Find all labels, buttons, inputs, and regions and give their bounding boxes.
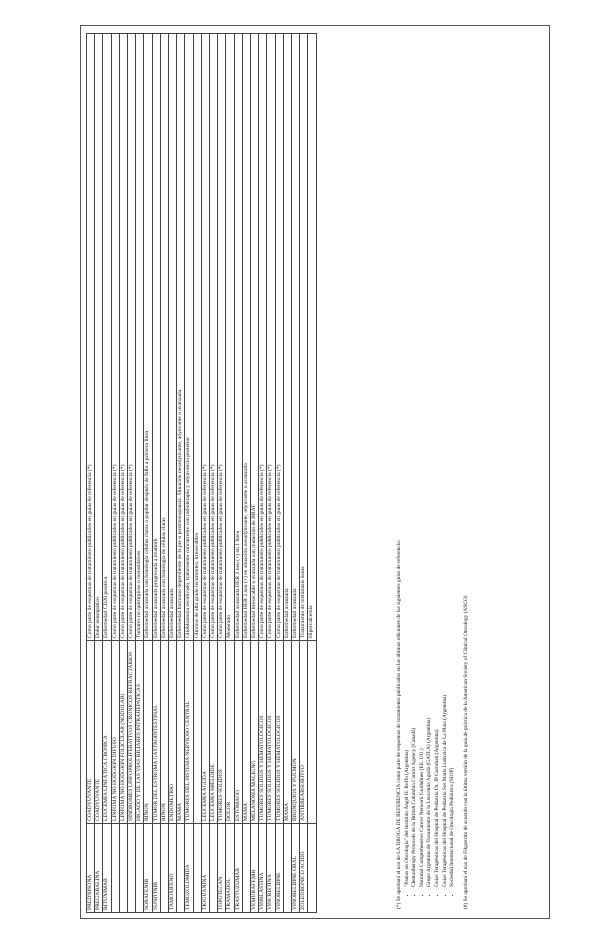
drug-cell: TOPOTECAN [218, 824, 226, 913]
table-row [193, 34, 201, 913]
drug-cell: VEMURAFENIB [251, 824, 259, 913]
indication-cell: ESTÓMAGO [234, 641, 242, 824]
description-cell: Enfermedad hormono dependiente de la pre o postmenopausia. Situación neoadyuvante, adyuvante o avanzada. [177, 34, 185, 641]
drug-cell: VINCRISTINA [267, 824, 275, 913]
description-cell: Enfermedad avanzada [169, 34, 177, 641]
table-row [275, 34, 283, 913]
footnote-filgastrim: (#) Se aprobará el uso de Filgastrim de acuerdo con la última versión de la guía de práctica de la American Society of Clinical Oncology (ASCO) [462, 595, 469, 909]
drug-cell: PREDNISONA [87, 824, 95, 913]
drug-cell: ZOLEDRONICO ACIDO [300, 824, 308, 913]
reference-guides-list [404, 49, 457, 909]
description-cell: Como parte de esquemas de tratamiento publicados en guías de referencia (*) [201, 34, 209, 641]
table-row [144, 34, 152, 913]
indication-cell: RIÑON [144, 641, 152, 824]
description-cell: Enfermedad avanzada con histología de células claras [160, 34, 168, 641]
table-row [95, 34, 103, 913]
indication-cell: TUMOR DEL ESTROMA GASTROINTESTINAL [152, 641, 160, 824]
table-row [111, 34, 119, 913]
indication-cell: LINFOMA NO HODGKIN DIFUSO [111, 641, 119, 824]
indication-cell [308, 641, 316, 824]
table-row [128, 34, 136, 913]
indication-cell: ENDOMETRIO [169, 641, 177, 824]
description-cell: Enfermedad avanzada progresada a imatinib [152, 34, 160, 641]
indication-cell [193, 641, 201, 824]
reference-guide-item: • Grupo Argentino de Tratamiento de la Leucemia Aguda (GATLA) (Argentina) [426, 49, 434, 887]
table-row [177, 34, 185, 913]
reference-guide-item: • Guías Terapéuticas del Hospital de Pediatría Dr. JP Garrahan (Argentina) [434, 49, 442, 887]
table-row [201, 34, 209, 913]
indication-cell: COADYUVANTE [87, 641, 95, 824]
description-cell: Gliomas de alto grado recurrentes, irresecables [193, 34, 201, 641]
indication-cell: LINFOMA NO HODGKIN FOLICULAR (NODULAR) [119, 641, 127, 824]
table-row [242, 34, 250, 913]
drug-cell [119, 824, 127, 913]
indication-cell: TUMORES DEL SISTEMA NERVIOSO CENTRAL [185, 641, 193, 824]
table-row [152, 34, 160, 913]
drug-cell [177, 824, 185, 913]
table-row [251, 34, 259, 913]
reference-guide-item: • Chemotherapy Protocols de la British Columbia Cancer Agency (Canadá) [411, 49, 419, 887]
description-cell: Enfermedad avanzada HER 2 neu (+) en 1 línea [234, 34, 242, 641]
drug-cell: TRAMADOL [226, 824, 234, 913]
indication-cell: MAMA [177, 641, 185, 824]
table-row [136, 34, 144, 913]
indication-cell: MAMA [283, 641, 291, 824]
drug-cell [283, 824, 291, 913]
table-row [308, 34, 316, 913]
reference-guide-item: • "Pautas en Oncología" del Instituto Ángel H. Roffo (Argentina) [404, 49, 412, 887]
description-cell: Como parte de esquemas de tratamiento publicados en guías de referencia (*) [275, 34, 283, 641]
description-cell: Como parte de esquemas de tratamiento publicados en guías de referencia (*) [128, 34, 136, 641]
table-row [210, 34, 218, 913]
drug-cell: TEMOZOLOMIDA [185, 824, 193, 913]
indication-cell: MAMA [242, 641, 250, 824]
drug-cell [128, 824, 136, 913]
table-row [300, 34, 308, 913]
description-cell: Enfermedad irresecable o avanzada con mutación de BRAF [251, 34, 259, 641]
description-cell: Enfermedad HER 2 neu (+) en situación neoadyuvante, adyuvante o avanzada [242, 34, 250, 641]
table-row [234, 34, 242, 913]
description-cell: Enfermedad avanzada con histología células claras o papilar después de fallo a primera línea [144, 34, 152, 641]
description-cell: Glioblastoma recidivado, tratamiento concurrente con radioterapia y adyuvancia posterior [185, 34, 193, 641]
drug-cell: RITUXIMAB [103, 824, 111, 913]
reference-guide-item: • Guías Terapéuticas del Hospital de Pediatría Sor María Ludovica de La Plata (Argentina) [442, 49, 450, 887]
drug-cell: TAMOXIFENO [169, 824, 177, 913]
table-row [160, 34, 168, 913]
description-cell: Como parte de esquemas de tratamiento publicados en guías de referencia (*) [119, 34, 127, 641]
drug-cell: TIOGUANINA [201, 824, 209, 913]
indication-cell: DOLOR [226, 641, 234, 824]
description-cell: Como parte de esquemas de tratamiento publicados en guías de referencia (*) [267, 34, 275, 641]
drug-cell [160, 824, 168, 913]
indication-cell: TUMORES SÓLIDOS Y HEMATOLÓGICOS [267, 641, 275, 824]
description-cell: Enfermedad avanzada [292, 34, 300, 641]
table-row [185, 34, 193, 913]
table-row [119, 34, 127, 913]
indication-cell: TUMORES SÓLIDOS Y HEMATOLÓGICOS [259, 641, 267, 824]
drug-cell: VINORELBINE ORAL [292, 824, 300, 913]
drug-cell [193, 824, 201, 913]
footnote-references: (*) Se aprobará el uso de LA DROGA DE REFERENCIA como parte de esquemas de tratamiento publicados en las últimas ediciones de las siguientes guías de referencia: [396, 539, 402, 909]
description-cell: Tratamiento de metástasis óseas [300, 34, 308, 641]
description-cell: Hipercalcemia [308, 34, 316, 641]
drug-cell: SUNITINIB [152, 824, 160, 913]
description-cell: Tumores no quirúrgicos o metastásicos [136, 34, 144, 641]
drug-cell [210, 824, 218, 913]
drug-cell: PREGABALINA [95, 824, 103, 913]
indication-cell: LEUCEMIA MIELOIDE [210, 641, 218, 824]
description-cell: Enfermedad avanzada [283, 34, 291, 641]
drug-table [86, 33, 317, 913]
indication-cell: LEUCEMIA LINFÁTICA CRÓNICA [103, 641, 111, 824]
drug-cell: VINBLASTINA [259, 824, 267, 913]
description-cell: Como parte de esquemas de tratamiento publicados en guías de referencia (*) [87, 34, 95, 641]
table-row [226, 34, 234, 913]
indication-cell: SINDROMES LINFOPROLIFERATIVOS CRÓNICOS REFRACTARIOS [128, 641, 136, 824]
drug-cell [111, 824, 119, 913]
indication-cell: LEUCEMIA AGUDA [201, 641, 209, 824]
description-cell: Moderado [226, 34, 234, 641]
table-row [259, 34, 267, 913]
table-row [267, 34, 275, 913]
drug-cell [242, 824, 250, 913]
drug-cell [136, 824, 144, 913]
reference-guide-item: • Sociedad Internacional de Oncología Pediátrica (SIOP) [449, 49, 457, 887]
drug-table-body [87, 34, 317, 913]
description-cell: Como parte de esquemas de tratamiento publicados en guías de referencia (*) [210, 34, 218, 641]
indication-cell: TUMORES SÓLIDOS Y HEMATOLÓGICOS [275, 641, 283, 824]
indication-cell: RIÑON [160, 641, 168, 824]
indication-cell: TUMORES SÓLIDOS [218, 641, 226, 824]
table-row [87, 34, 95, 913]
drug-cell: SORAFENIB [144, 824, 152, 913]
indication-cell: HIGADO Y DE LAS VIAS BILIARES INTRAHEPATICAS [136, 641, 144, 824]
table-row [218, 34, 226, 913]
indication-cell: MELANOMA MALIGNO [251, 641, 259, 824]
indication-cell: ANTIRREABSORTIVO [300, 641, 308, 824]
description-cell: Como parte de esquemas de tratamiento publicados en guías de referencia (*) [259, 34, 267, 641]
table-row [292, 34, 300, 913]
description-cell: Enfermedad CD20 positiva [103, 34, 111, 641]
drug-cell: TRASTUZUMAB [234, 824, 242, 913]
drug-cell [308, 824, 316, 913]
description-cell: Como parte de esquemas de tratamiento publicados en guías de referencia (*) [111, 34, 119, 641]
reference-guide-item: • National Comprehensive Cancer Network Guidelines (EE. UU.) [419, 49, 427, 887]
footnotes [396, 49, 470, 909]
table-row [283, 34, 291, 913]
indication-cell: BRONQUIOS Y PULMÓN [292, 641, 300, 824]
drug-cell: VINORELBINE [275, 824, 283, 913]
table-row [169, 34, 177, 913]
description-cell: Como parte de esquemas de tratamiento publicados en guías de referencia (*) [218, 34, 226, 641]
description-cell: Dolor neuropático [95, 34, 103, 641]
indication-cell: COADYUVANTE [95, 641, 103, 824]
table-row [103, 34, 111, 913]
